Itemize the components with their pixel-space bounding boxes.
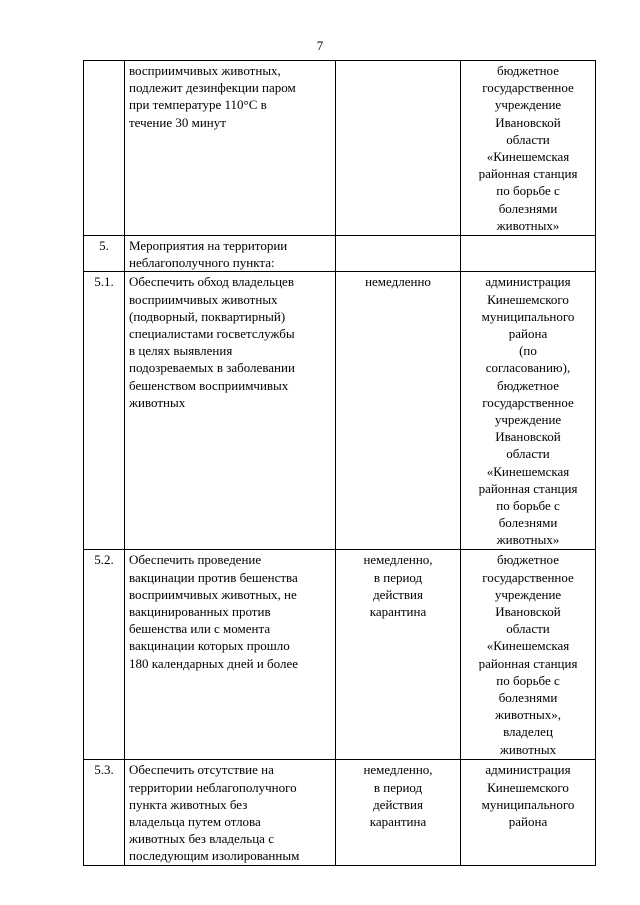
row-number: 5.2. xyxy=(84,550,125,760)
measure-text: Мероприятия на территории неблагополучного пункта: xyxy=(125,236,336,272)
responsible-text: администрация Кинешемского муниципального района xyxy=(461,760,596,865)
deadline-text: немедленно xyxy=(336,272,461,550)
table-row xyxy=(84,550,596,760)
deadline-text: немедленно, в период действия карантина xyxy=(336,760,461,865)
measure-text: восприимчивых животных, подлежит дезинфекции паром при температуре 110°С в течение 30 минут xyxy=(125,61,336,236)
responsible-text xyxy=(461,236,596,272)
table-row xyxy=(84,760,596,865)
row-number: 5.3. xyxy=(84,760,125,865)
deadline-text: немедленно, в период действия карантина xyxy=(336,550,461,760)
measure-text: Обеспечить проведение вакцинации против бешенства восприимчивых животных, не вакцинированных против бешенства или с момента вакцинации которых прошло 180 календарных дней и более xyxy=(125,550,336,760)
page-number: 7 xyxy=(316,38,324,53)
row-number: 5. xyxy=(84,236,125,272)
row-number xyxy=(84,61,125,236)
responsible-text: бюджетное государственное учреждение Ивановской области «Кинешемская районная станция по борьбе с болезнями животных» xyxy=(461,61,596,236)
table-row xyxy=(84,236,596,272)
row-number: 5.1. xyxy=(84,272,125,550)
responsible-text: бюджетное государственное учреждение Ивановской области «Кинешемская районная станция по борьбе с болезнями животных», владелец животных xyxy=(461,550,596,760)
responsible-text: администрация Кинешемского муниципального района (по согласованию), бюджетное государственное учреждение Ивановской области «Кинешемская районная станция по борьбе с болезнями животных» xyxy=(461,272,596,550)
deadline-text xyxy=(336,236,461,272)
deadline-text xyxy=(336,61,461,236)
table-row xyxy=(84,61,596,236)
measure-text: Обеспечить отсутствие на территории неблагополучного пункта животных без владельца путем отлова животных без владельца с последующим изолированным xyxy=(125,760,336,865)
table-row xyxy=(84,272,596,550)
measures-table xyxy=(83,60,596,866)
measure-text: Обеспечить обход владельцев восприимчивых животных (подворный, поквартирный) специалистами госветслужбы в целях выявления подозреваемых в заболевании бешенством восприимчивых животных xyxy=(125,272,336,550)
